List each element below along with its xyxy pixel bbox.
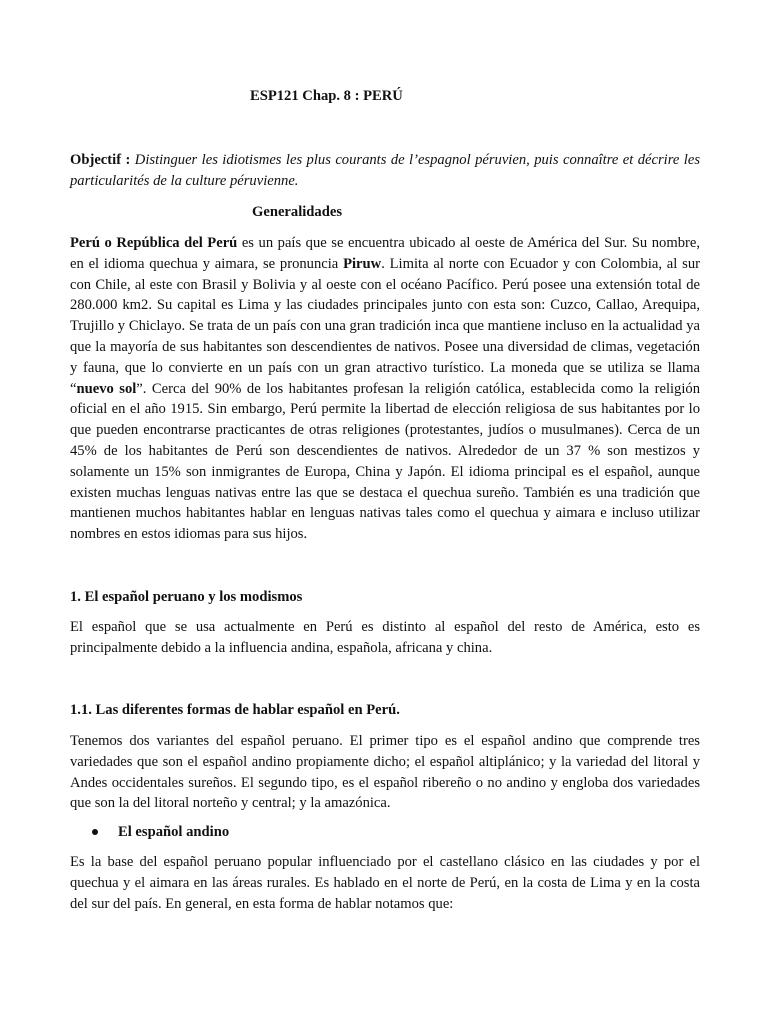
generalidades-text-a: es un país que se encuentra ubicado al oeste de América del Sur. Su nombre, en el idioma quechua y aimara, se pronuncia — [70, 235, 700, 272]
section-1-paragraph: El español que se usa actualmente en Perú es distinto al español del resto de América, esto es principalmente debido a la influencia andina, española, africana y china. — [70, 619, 700, 656]
generalidades-text-c: ”. Cerca del 90% de los habitantes profesan la religión católica, establecida como la religión oficial en el año 1915. Sin embargo, Perú permite la libertad de elección religiosa de sus habitantes por lo que pueden encontrarse practicantes de otras religiones (protestantes, judíos o musulmanes). Cerca de un 45% de los habitantes de Perú son descendientes de nativos. Alrededor de un 37 % son mestizos y solamente un 15% son inmigrantes de Europa, China y Japón. El idioma principal es el español, aunque existen muchas lenguas nativas entre las que se destaca el quechua sureño. También es una tradición que mantienen muchos habitantes hablar en lenguas nativas tales como el quechua y aimara e incluso utilizar nombres en estos idiomas para sus hijos. — [70, 380, 700, 543]
generalidades-heading: Generalidades — [252, 204, 342, 220]
generalidades-text-b: . Limita al norte con Ecuador y con Colombia, al sur con Chile, al este con Brasil y Bolivia y al oeste con el océano Pacífico. Perú posee una extensión total de 280.000 km2. Su capital es Lima y las ciudades principales junto con esta son: Cuzco, Callao, Arequipa, Trujillo y Chiclayo. Se trata de un país con una gran tradición inca que mantiene incluso en la actualidad ya que la mayoría de sus habitantes son descendientes de nativos. Posee una diversidad de climas, vegetación y fauna, que lo convierte en un país con un gran atractivo turístico. La moneda que se utiliza se llama “ — [70, 255, 700, 397]
nuevo-sol-bold: nuevo sol — [76, 380, 137, 397]
bullet-item-espanol-andino — [92, 822, 229, 843]
document-title: ESP121 Chap. 8 : PERÚ — [250, 88, 403, 104]
country-name-bold: Perú o República del Perú — [70, 235, 238, 251]
section-1-1-heading: 1.1. Las diferentes formas de hablar español en Perú. — [70, 702, 400, 718]
objective-label: Objectif : — [70, 152, 131, 168]
objective-text: Distinguer les idiotismes les plus courants de l’espagnol péruvien, puis connaître et décrire les particularités de la culture péruvienne. — [70, 152, 700, 189]
andino-paragraph: Es la base del español peruano popular influenciado por el castellano clásico en las ciudades y por el quechua y el aimara en las áreas rurales. Es hablado en el norte de Perú, en la costa de Lima y en la costa del sur del país. En general, en esta forma de hablar notamos que: — [70, 854, 700, 912]
bullet-label: El español andino — [118, 824, 230, 840]
section-1-1-paragraph: Tenemos dos variantes del español peruano. El primer tipo es el español andino que comprende tres variedades que son el español andino propiamente dicho; el español altiplánico; y la variedad del litoral y Andes occidentales sureños. El segundo tipo, es el español ribereño o no andino y engloba dos variedades que son la del litoral norteño y central; y la amazónica. — [70, 733, 700, 812]
section-1-heading: 1. El español peruano y los modismos — [70, 589, 303, 605]
piruw-bold: Piruw — [343, 255, 382, 272]
document-page — [70, 0, 700, 1024]
generalidades-paragraph — [70, 233, 700, 545]
objective-paragraph — [70, 150, 700, 192]
bullet-icon — [92, 829, 98, 835]
